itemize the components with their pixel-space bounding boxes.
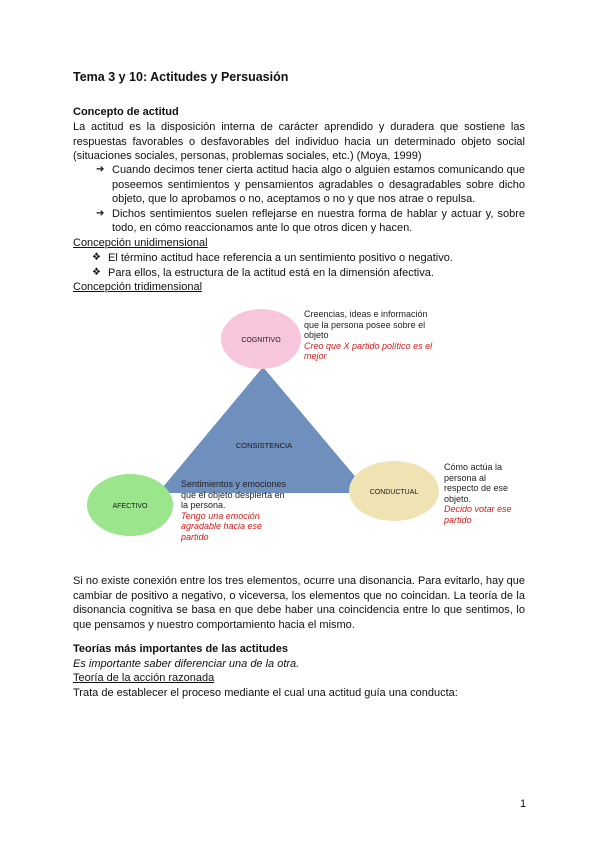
conductual-label: CONDUCTUAL (369, 489, 419, 496)
diamond-bullet-icon: ❖ (92, 252, 101, 263)
unidimensional-heading: Concepción unidimensional (73, 237, 208, 249)
diamond-item: ❖ El término actitud hace referencia a un sentimiento positivo o negativo. (92, 252, 453, 264)
afectivo-label: AFECTIVO (112, 503, 148, 510)
arrow-list (96, 163, 525, 236)
consistencia-label: CONSISTENCIA (235, 441, 293, 450)
consistencia-triangle (158, 367, 369, 493)
page-number: 1 (520, 798, 527, 810)
teorias-heading: Teorías más importantes de las actitudes (73, 643, 288, 655)
conductual-example: Decido votar ese partido (444, 504, 512, 525)
cognitivo-label: COGNITIVO (241, 337, 281, 344)
disonancia-paragraph: Si no existe conexión entre los tres elementos, ocurre una disonancia. Para evitarlo, hay que cambiar de positivo a negativo, o viceversa, los elementos que no coincidan. La teoría de la disonancia cognitiva se basa en que debe haber una coincidencia entre lo que sentimos, lo que pensamos y nuestro comportamiento hacia el mismo. (73, 575, 525, 631)
accion-razonada-heading: Teoría de la acción razonada (73, 672, 215, 684)
conductual-description: Cómo actúa la persona al respecto de ese objeto. Decido votar ese partido (444, 462, 520, 525)
diamond-bullet-icon: ❖ (92, 266, 101, 278)
page-title: Tema 3 y 10: Actitudes y Persuasión (73, 70, 289, 84)
afectivo-example: Tengo una emoción agradable hacia ese partido (181, 510, 263, 542)
arrow-item: ➔ Dichos sentimientos suelen reflejarse en nuestra forma de hablar y actuar y, sobre todo, en cómo reaccionamos ante lo que otros dicen y hacen. (96, 207, 525, 234)
arrow-icon: ➔ (96, 164, 105, 175)
concepto-paragraph: La actitud es la disposición interna de carácter aprendido y duradera que sostiene las respuestas favorables o desfavorables del individuo hacia un determinado objeto social (situaciones sociales, personas, problemas sociales, etc.) (Moya, 1999) (73, 121, 525, 162)
cognitivo-example: Creo que X partido político es el mejor (304, 340, 433, 361)
afectivo-description: Sentimientos y emociones que el objeto despierta en la persona. Tengo una emoción agradable hacia ese partido (181, 479, 291, 542)
concepto-heading: Concepto de actitud (73, 106, 179, 118)
arrow-icon: ➔ (96, 207, 105, 219)
arrow-item: ➔ Cuando decimos tener cierta actitud hacia algo o alguien estamos comunicando que poseemos sentimientos y pensamientos agradables o desagradables sobre dicho objeto, que lo aprobamos o no, aceptamos o no y que nos atrae o repulsa. (96, 164, 525, 205)
accion-razonada-text: Trata de establecer el proceso mediante el cual una actitud guía una conducta: (73, 687, 458, 699)
diamond-item: ❖ Para ellos, la estructura de la actitud está en la dimensión afectiva. (92, 266, 434, 279)
diamond-list (92, 251, 525, 280)
attitude-diagram (60, 295, 540, 565)
tridimensional-heading: Concepción tridimensional (73, 281, 203, 293)
teorias-note: Es importante saber diferenciar una de la otra. (73, 658, 300, 670)
cognitivo-description: Creencias, ideas e información que la persona posee sobre el objeto Creo que X partido político es el mejor (304, 309, 442, 362)
